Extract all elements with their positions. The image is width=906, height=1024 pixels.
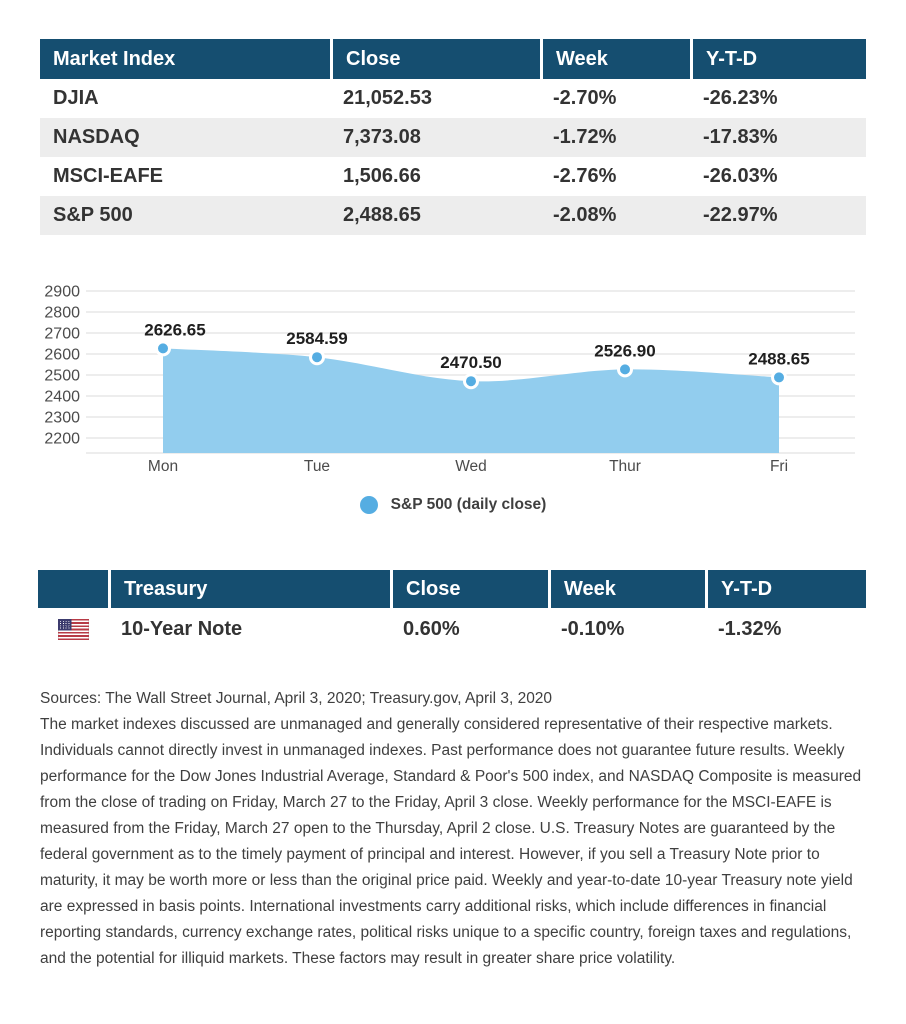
market-index-name: MSCI-EAFE [53, 165, 163, 187]
treasury-table [38, 570, 866, 650]
table-row [40, 196, 866, 235]
market-table-header-row [40, 39, 866, 79]
treasury-table-header-flag [38, 570, 108, 608]
data-point-label: 2488.65 [748, 349, 810, 369]
treasury-week-value: -0.10% [561, 617, 625, 640]
y-tick-label: 2400 [44, 388, 80, 406]
us-flag-icon [38, 608, 108, 650]
x-tick-label: Fri [769, 458, 789, 475]
data-point-label: 2470.50 [440, 353, 502, 373]
table-row [40, 79, 866, 118]
market-ytd-value: -26.23% [703, 87, 778, 109]
market-index-name: S&P 500 [53, 204, 133, 226]
y-tick-label: 2300 [44, 409, 80, 427]
y-tick-label: 2200 [44, 430, 80, 448]
market-table-header-week: Week [540, 39, 690, 79]
data-point-label: 2584.59 [286, 329, 348, 349]
x-tick-label: Tue [303, 458, 331, 475]
data-point-marker [157, 342, 170, 355]
y-tick-label: 2800 [44, 304, 80, 322]
market-close-value: 1,506.66 [343, 165, 421, 187]
data-point-marker [619, 363, 632, 376]
market-close-value: 2,488.65 [343, 204, 421, 226]
market-table-body [40, 79, 866, 235]
x-tick-label: Thur [609, 458, 641, 475]
market-ytd-value: -26.03% [703, 165, 778, 187]
y-tick-label: 2900 [44, 283, 80, 301]
legend-dot-icon [360, 496, 378, 514]
sp500-area-chart [40, 282, 866, 482]
data-point-marker [773, 371, 786, 384]
data-point-marker [465, 375, 478, 388]
treasury-ytd-value: -1.32% [718, 617, 782, 640]
market-index-name: NASDAQ [53, 126, 140, 148]
market-week-value: -1.72% [553, 126, 617, 148]
market-week-value: -2.76% [553, 165, 617, 187]
market-close-value: 7,373.08 [343, 126, 421, 148]
market-table-header-y-t-d: Y-T-D [690, 39, 866, 79]
y-tick-label: 2700 [44, 325, 80, 343]
market-ytd-value: -22.97% [703, 204, 778, 226]
table-row [40, 118, 866, 157]
data-point-label: 2526.90 [594, 341, 656, 361]
treasury-table-header-close: Close [390, 570, 548, 608]
data-point-marker [311, 351, 324, 364]
sources-line: Sources: The Wall Street Journal, April 3, 2020; Treasury.gov, April 3, 2020 [40, 690, 553, 707]
treasury-table-header-row [38, 570, 866, 608]
footnotes [40, 686, 868, 972]
market-index-name: DJIA [53, 87, 99, 109]
treasury-table-header-y-t-d: Y-T-D [705, 570, 866, 608]
x-tick-label: Mon [147, 458, 179, 475]
data-point-label: 2626.65 [144, 320, 206, 340]
table-row [38, 608, 866, 650]
disclaimer-text: The market indexes discussed are unmanaged and generally considered representative of their respective markets. Individuals cannot directly invest in unmanaged indexes. Past performance does not guarantee future results. Weekly performance for the Dow Jones Industrial Average, Standard & Poor's 500 index, and NASDAQ Composite is measured from the close of trading on Friday, March 27 to the Friday, April 3 close. Weekly performance for the MSCI-EAFE is measured from the Friday, March 27 open to the Thursday, April 2 close. U.S. Treasury Notes are guaranteed by the federal government as to the timely payment of principal and interest. However, if you sell a Treasury Note prior to maturity, it may be worth more or less than the original price paid. Weekly and year-to-date 10-year Treasury note yield are expressed in basis points. International investments carry additional risks, which include differences in financial reporting standards, currency exchange rates, political risks unique to a specific country, foreign taxes and regulations, and the potential for illiquid markets. These factors may result in greater share price volatility. [40, 716, 862, 967]
legend-label: S&P 500 (daily close) [390, 496, 547, 513]
market-week-value: -2.70% [553, 87, 617, 109]
treasury-name: 10-Year Note [121, 617, 243, 640]
x-tick-label: Wed [455, 458, 487, 475]
market-table-header-close: Close [330, 39, 540, 79]
treasury-table-header-treasury: Treasury [108, 570, 390, 608]
market-index-table [40, 39, 866, 235]
treasury-table-header-week: Week [548, 570, 705, 608]
treasury-close-value: 0.60% [403, 617, 460, 640]
market-week-value: -2.08% [553, 204, 617, 226]
market-close-value: 21,052.53 [343, 87, 432, 109]
market-table-header-market-index: Market Index [40, 39, 330, 79]
y-tick-label: 2500 [44, 367, 80, 385]
chart-legend [0, 496, 906, 514]
treasury-table-body [38, 608, 866, 650]
table-row [40, 157, 866, 196]
y-tick-label: 2600 [44, 346, 80, 364]
market-ytd-value: -17.83% [703, 126, 778, 148]
